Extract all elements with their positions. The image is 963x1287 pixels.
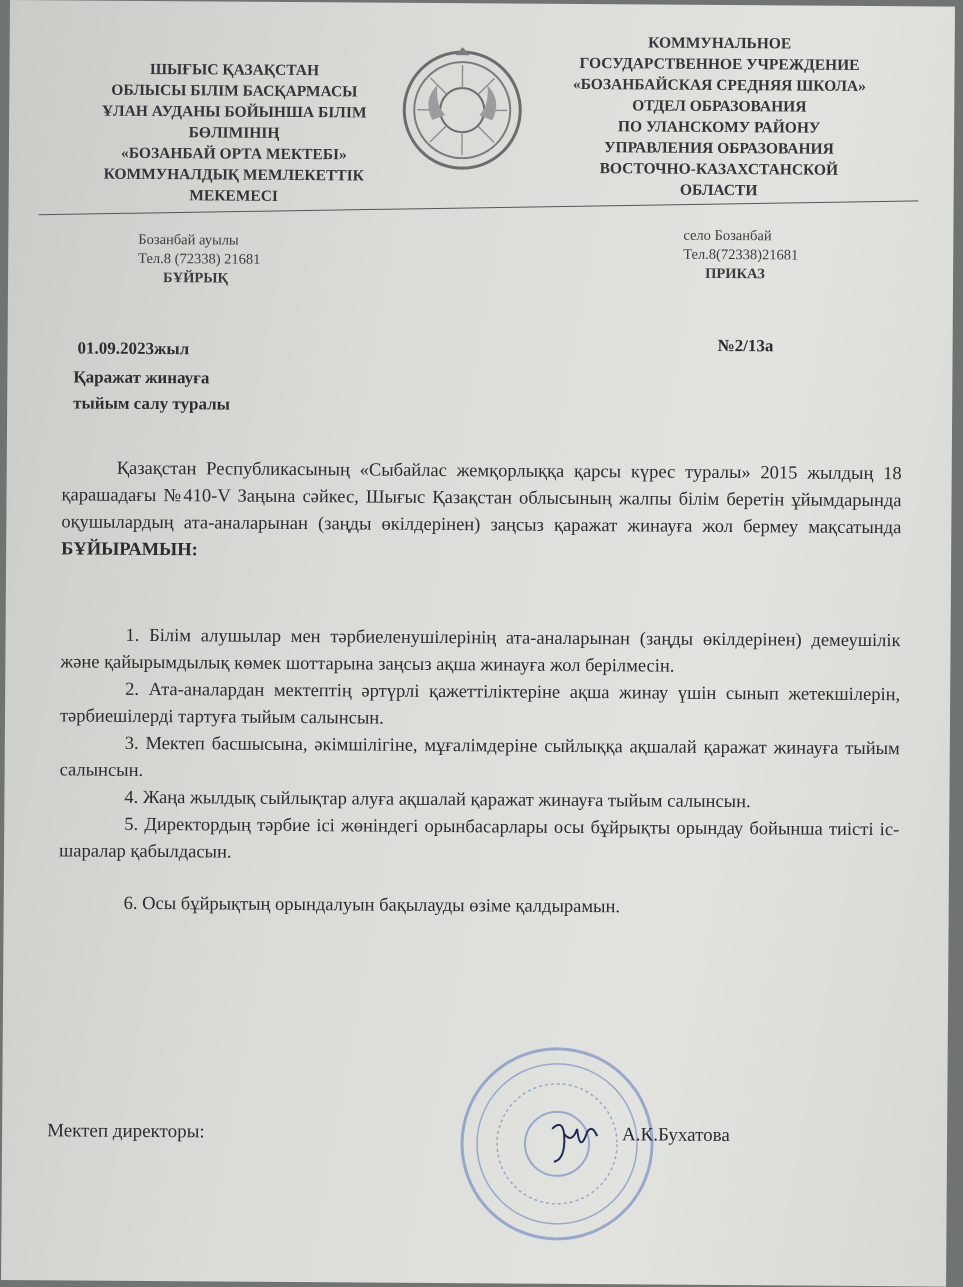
phone-text: Тел.8 (72338) 21681 bbox=[138, 250, 260, 270]
signature-name: А.К.Бухатова bbox=[622, 1124, 730, 1147]
subject-line: тыйым салу туралы bbox=[73, 390, 230, 417]
header-line: «БОЗАНБАЙ ОРТА МЕКТЕБІ» bbox=[84, 143, 384, 166]
header-line: ҰЛАН АУДАНЫ БОЙЫНША БІЛІМ bbox=[84, 101, 384, 124]
header-line: КОММУНАЛДЫҚ МЕМЛЕКЕТТІК bbox=[84, 164, 384, 187]
order-item: 5. Директордың тәрбие ісі жөніндегі орынбасарлары осы бұйрықты орындау бойынша тиісті іс-шаралар қабылдасын. bbox=[59, 811, 899, 871]
place-text: Бозанбай ауылы bbox=[138, 231, 260, 251]
order-item: 6. Осы бұйрықтың орындалуын бақылауды өзіме қалдырамын. bbox=[59, 890, 899, 923]
header-line: ГОСУДАРСТВЕННОЕ УЧРЕЖДЕНИЕ bbox=[549, 53, 889, 76]
header-line: МЕКЕМЕСІ bbox=[84, 185, 384, 208]
order-item: 1. Білім алушылар мен тәрбиеленушілерінің ата-аналарынан (заңды өкілдерінен) демеушілік және қайырымдылық көмек шоттарына заңсыз ақша жинауға жол берілмесін. bbox=[60, 622, 900, 682]
header-line: ВОСТОЧНО-КАЗАХСТАНСКОЙ bbox=[549, 158, 889, 181]
doc-type-text: ПРИКАЗ bbox=[705, 265, 798, 285]
header-line: ОБЛАСТИ bbox=[549, 179, 889, 202]
intro-paragraph bbox=[61, 455, 902, 569]
header-line: ПО УЛАНСКОМУ РАЙОНУ bbox=[549, 116, 889, 139]
order-number: №2/13а bbox=[718, 336, 774, 356]
document-page bbox=[1, 0, 955, 1287]
order-subject bbox=[73, 364, 230, 417]
order-item: 2. Ата-аналардан мектептің әртүрлі қажеттіліктеріне ақша жинау үшін сынып жетекшілерін, тәрбиешілерді тартуға тыйым салынсын. bbox=[60, 676, 900, 736]
state-emblem-icon bbox=[397, 45, 528, 176]
header-line: БӨЛІМІНІҢ bbox=[84, 122, 384, 145]
header-line: ШЫҒЫС ҚАЗАҚСТАН bbox=[84, 59, 384, 82]
order-items bbox=[59, 622, 901, 923]
header-line: «БОЗАНБАЙСКАЯ СРЕДНЯЯ ШКОЛА» bbox=[549, 74, 889, 97]
meta-russian bbox=[683, 227, 798, 285]
header-line: УПРАВЛЕНИЯ ОБРАЗОВАНИЯ bbox=[549, 137, 889, 160]
header-kazakh bbox=[84, 59, 385, 208]
header-line: ОТДЕЛ ОБРАЗОВАНИЯ bbox=[549, 95, 889, 118]
doc-type-text: БҰЙРЫҚ bbox=[163, 269, 260, 289]
signature-title: Мектеп директоры: bbox=[47, 1120, 205, 1143]
order-item: 3. Мектеп басшысына, әкімшілігіне, мұғалімдеріне сыйлыққа ақшалай қаражат жинауға тыйым салынсын. bbox=[60, 730, 900, 790]
header-line: ОБЛЫСЫ БІЛІМ БАСҚАРМАСЫ bbox=[84, 80, 384, 103]
place-text: село Бозанбай bbox=[683, 227, 798, 247]
order-item: 4. Жаңа жылдық сыйлықтар алуға ақшалай қаражат жинауға тыйым салынсын. bbox=[59, 784, 899, 817]
header-line: КОММУНАЛЬНОЕ bbox=[550, 32, 890, 55]
handwritten-signature bbox=[542, 1114, 612, 1174]
intro-emphasis: БҰЙЫРАМЫН: bbox=[61, 539, 198, 560]
intro-text: Қазақстан Республикасының «Сыбайлас жемқорлыққа қарсы күрес туралы» 2015 жылдың 18 қарашадағы №410-V Заңына сәйкес, Шығыс Қазақстан облысының жалпы білім беретін ұйымдарында оқушылардың ата-аналарынан (заңды өкілдерінен) заңсыз қаражат жинауға жол бермеу мақсатында bbox=[61, 459, 901, 538]
phone-text: Тел.8(72338)21681 bbox=[683, 246, 798, 266]
header-russian bbox=[549, 32, 890, 202]
meta-kazakh bbox=[138, 231, 261, 289]
order-date: 01.09.2023жыл bbox=[77, 338, 189, 359]
subject-line: Қаражат жинауға bbox=[73, 364, 230, 391]
